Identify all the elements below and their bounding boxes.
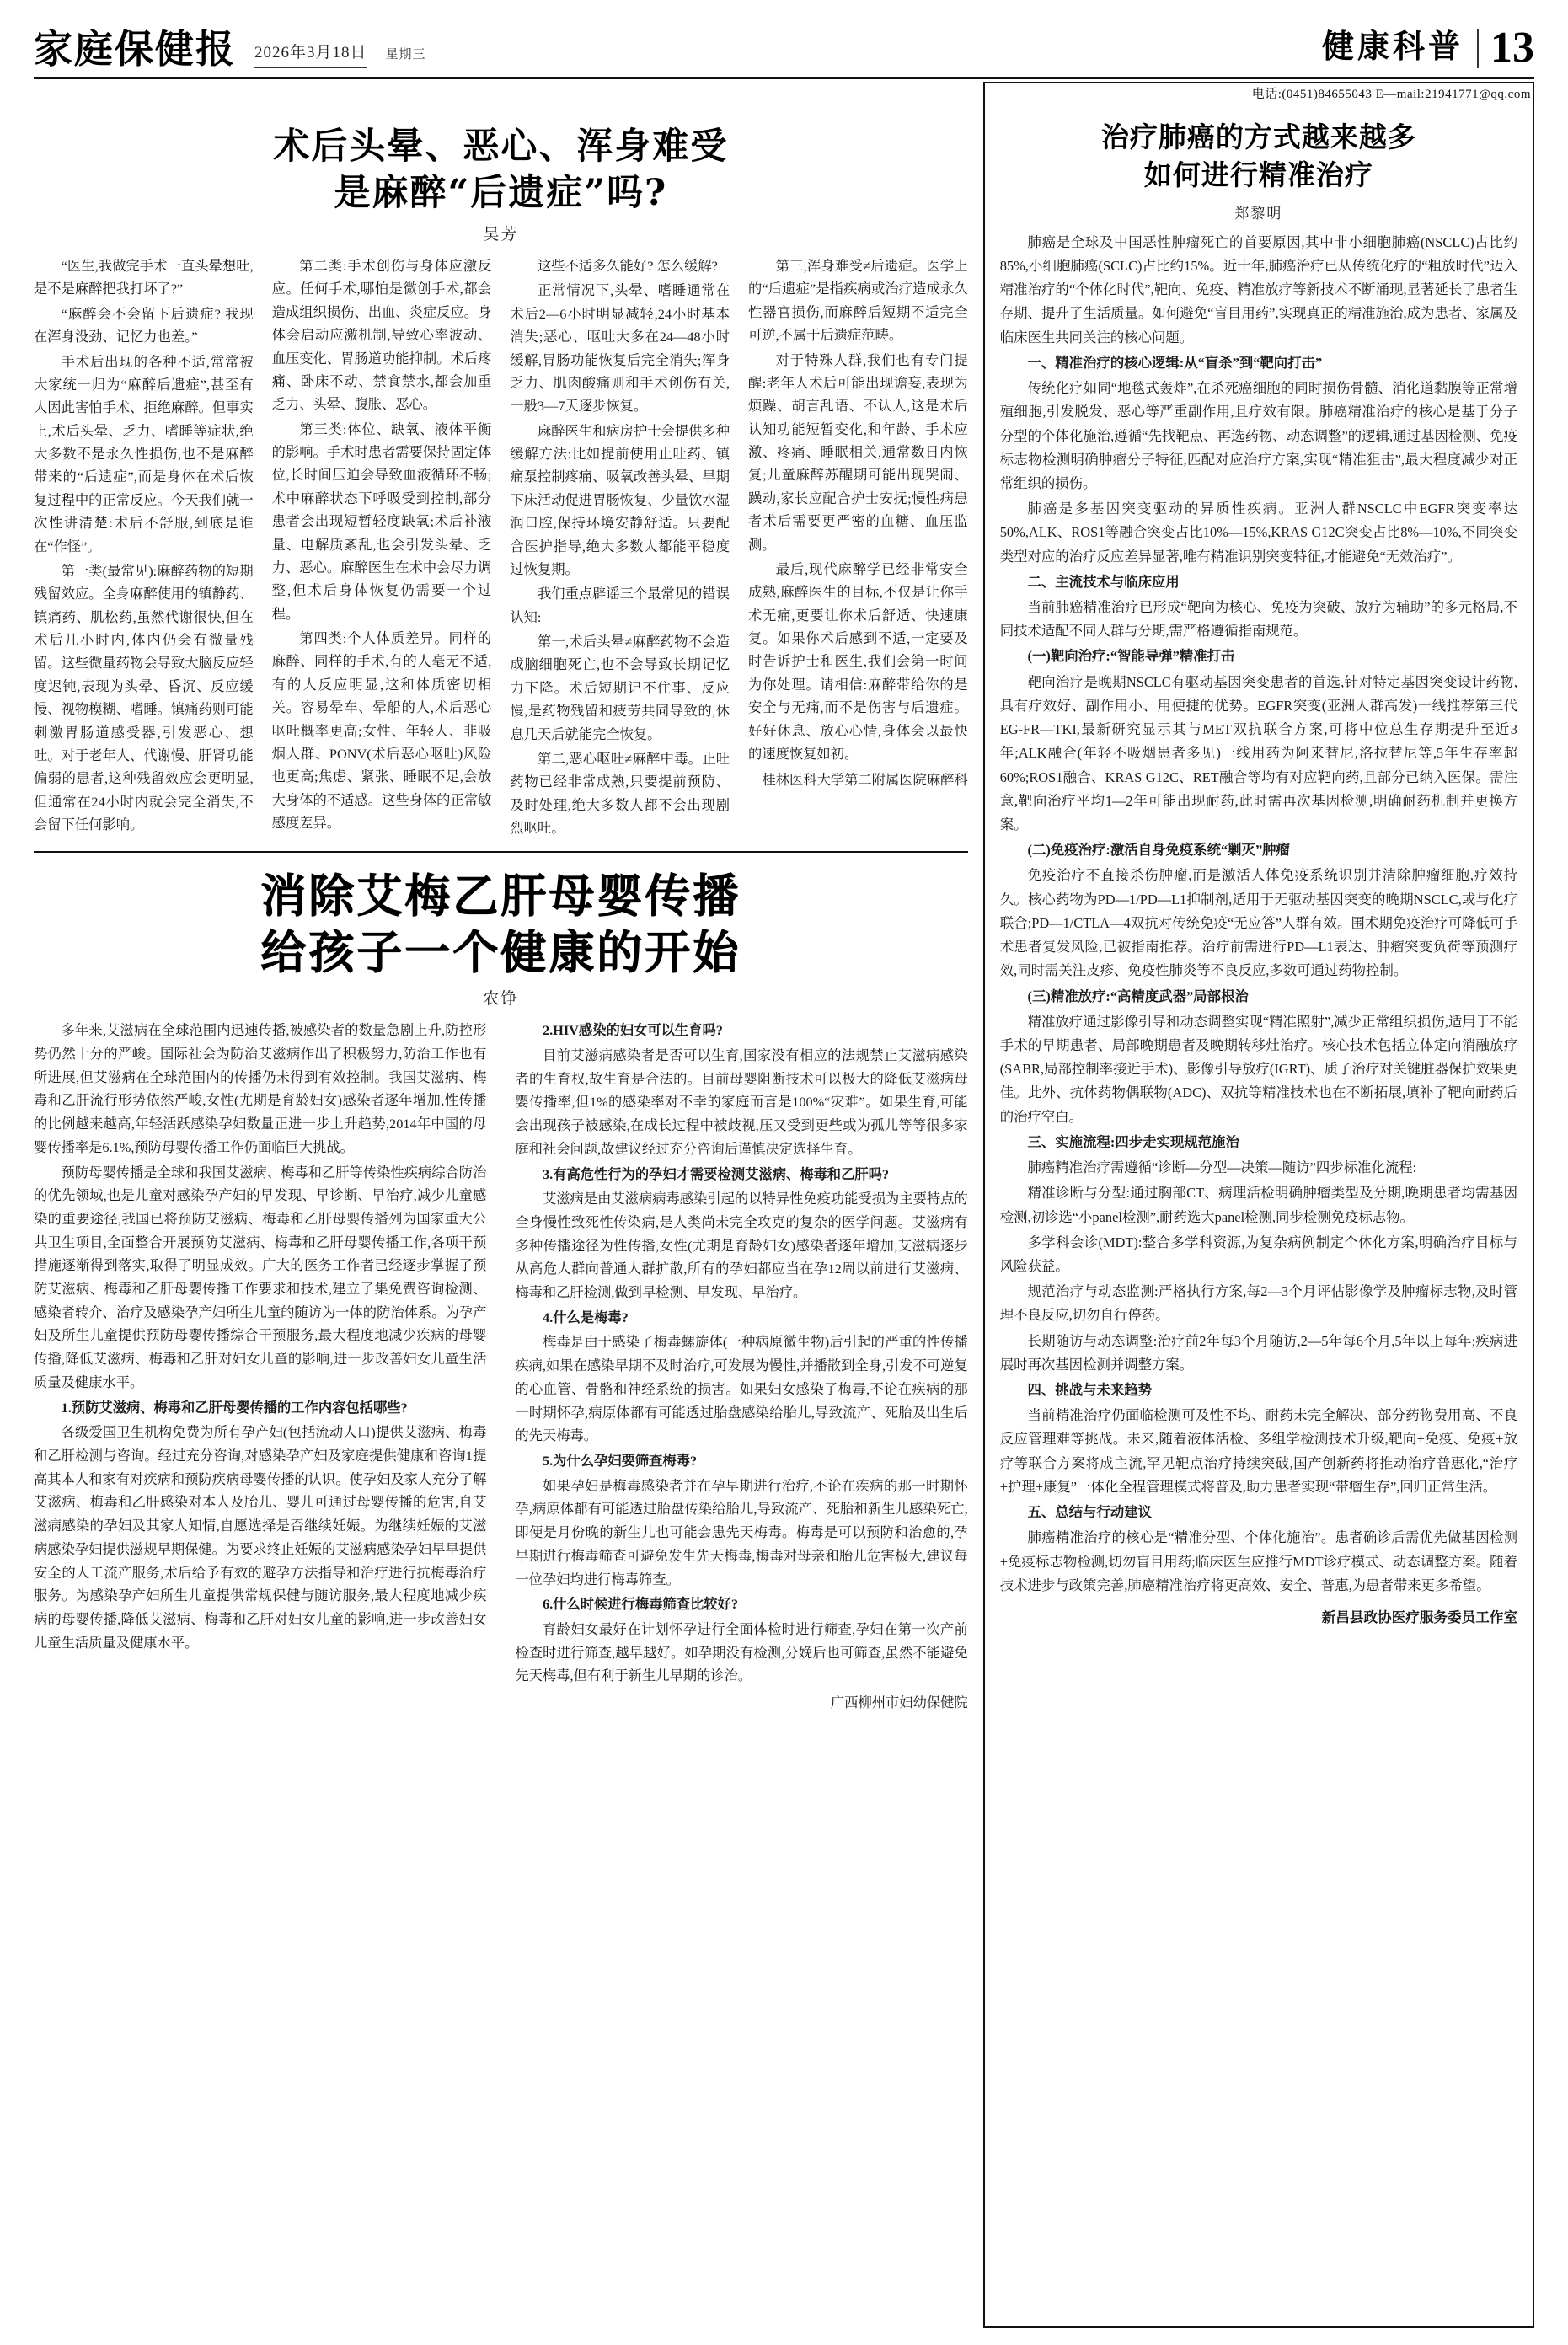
article1-para: 第一,术后头晕≠麻醉药物不会造成脑细胞死亡,也不会导致长期记忆力下降。术后短期记不住事、反应慢,是药物残留和疲劳共同导致的,休息几天后就能完全恢复。 [510, 634, 730, 742]
article3-subsection-heading: (一)靶向治疗:“智能导弹”精准打击 [1027, 648, 1235, 665]
article1-para: 对于特殊人群,我们也有专门提醒:老年人术后可能出现谵妄,表现为烦躁、胡言乱语、不认人,这是术后认知功能短暂变化,和年龄、手术应激、疼痛、睡眠相关,通常数日内恢复;儿童麻醉苏醒期可能出现哭闹、躁动,家长应配合护士安抚;慢性病患者术后需要更严密的血糖、血压监测。 [748, 351, 968, 553]
masthead-left [34, 26, 426, 72]
article3-para: 肺癌是全球及中国恶性肿瘤死亡的首要原因,其中非小细胞肺癌(NSCLC)占比约85%,小细胞肺癌(SCLC)占比约15%。近十年,肺癌治疗已从传统化疗的“粗放时代”迈入精准治疗的“个体化时代”,靶向、免疫、精准放疗等新技术不断涌现,显著延长了患者生存期、提升了生活质量。如何避免“盲目用药”,实现真正的精准施治,成为患者、家属及临床医生共同关注的核心问题。 [999, 233, 1517, 345]
article1-para: 第三类:体位、缺氧、液体平衡的影响。手术时患者需要保持固定体位,长时间压迫会导致血液循环不畅;术中麻醉状态下呼吸受到控制,部分患者会出现短暂轻度缺氧;术后补液量、电解质紊乱,也会引发头晕、乏力、恶心。麻醉医生在术中会尽力调整,但术后身体恢复仍需要一个过程。 [271, 420, 492, 622]
article3-para: 精准诊断与分型:通过胸部CT、病理活检明确肿瘤类型及分期,晚期患者均需基因检测,初诊选“小panel检测”,耐药选大panel检测,同步检测免疫标志物。 [999, 1185, 1517, 1225]
article1-headline-line1: 术后头晕、恶心、浑身难受 [273, 126, 729, 168]
article1-para: 手术后出现的各种不适,常常被大家统一归为“麻醉后遗症”,甚至有人因此害怕手术、拒绝麻醉。但事实上,术后头晕、乏力、嗜睡等症状,绝大多数不是永久性损伤,也不是麻醉带来的“后遗症”,而是身体在术后恢复过程中的正常反应。今天我们就一次性讲清楚:术后不舒服,到底是谁在“作怪”。 [34, 353, 254, 554]
article3-para: 靶向治疗是晚期NSCLC有驱动基因突变患者的首选,针对特定基因突变设计药物,具有疗效好、副作用小、用便捷的优势。EGFR突变(亚洲人群高发)一线推荐第三代EG-FR—TKI,最新研究显示其与MET双抗联合方案,可将中位总生存期提升至近3年;ALK融合(年轻不吸烟患者多见)一线用药为阿来替尼,洛拉替尼等,5年生存率超60%;ROS1融合、KRAS G12C、RET融合等均有对应靶向药,且部分已纳入医保。需注意,靶向治疗平均1—2年可能出现耐药,此时需再次基因检测,明确耐药机制并更换方案。 [999, 673, 1517, 833]
article3-body [1000, 231, 1517, 1630]
article2-subhead: 4.什么是梅毒? [542, 1309, 629, 1325]
article1-para: 我们重点辟谣三个最常见的错误认知: [510, 586, 730, 625]
paper-title: 家庭保健报 [34, 26, 236, 72]
article3-para: 规范治疗与动态监测:严格执行方案,每2—3个月评估影像学及肿瘤标志物,及时管理不良反应,切勿自行停药。 [999, 1283, 1517, 1324]
article1-para: 最后,现代麻醉学已经非常安全成熟,麻醉医生的目标,不仅是让你手术无痛,更要让你术后舒适、快速康复。如果你术后感到不适,一定要及时告诉护士和医生,我们会第一时间为你处理。请相信:麻醉带给你的是安全与无痛,而不是伤害与后遗症。好好休息、放心心情,身体会以最快的速度恢复如初。 [748, 560, 968, 762]
article1-para: “医生,我做完手术一直头晕想吐,是不是麻醉把我打坏了?” [34, 258, 254, 297]
contact-info: 电话:(0451)84655043 E—mail:21941771@qq.com [1251, 88, 1531, 101]
article1-para: 第一类(最常见):麻醉药物的短期残留效应。全身麻醉使用的镇静药、镇痛药、肌松药,虽然代谢很快,但在术后几小时内,体内仍会有微量残留。这些微量药物会导致大脑反应轻度迟钝,表现为头晕、昏沉、反应缓慢、视物模糊、嗜睡。镇痛药则可能刺激胃肠道感受器,引发恶心、想吐。对于老年人、代谢慢、肝肾功能偏弱的患者,这种残留效应会更明显,但通常在24小时内就会完全消失,不会留下任何影响。 [34, 562, 254, 833]
article3-section-heading: 二、主流技术与临床应用 [1027, 573, 1180, 590]
article1-para: “麻醉会不会留下后遗症? 我现在浑身没劲、记忆力也差。” [34, 305, 254, 345]
article2-para: 如果孕妇是梅毒感染者并在孕早期进行治疗,不论在疾病的那一时期怀孕,病原体都有可能透过胎盘传染给胎儿,导致流产、死胎和新生儿感染死亡,即便是月份晚的新生儿也可能会患先天梅毒。梅毒是可以预防和治愈的,孕早期进行梅毒筛查可避免发生先天梅毒,梅毒对母亲和胎儿危害极大,建议每一位孕妇均进行梅毒筛查。 [515, 1477, 968, 1587]
article2-subhead: 1.预防艾滋病、梅毒和乙肝母婴传播的工作内容包括哪些? [61, 1399, 408, 1416]
article3-section-heading: 一、精准治疗的核心逻辑:从“盲杀”到“靶向打击” [1027, 354, 1323, 371]
article3-headline [1000, 119, 1517, 195]
article3-section-heading: 五、总结与行动建议 [1027, 1504, 1153, 1521]
masthead [34, 20, 1534, 79]
left-zone [34, 110, 983, 2335]
article3-para: 长期随访与动态调整:治疗前2年每3个月随访,2—5年每6个月,5年以上每年;疾病进展时再次基因检测并调整方案。 [999, 1332, 1517, 1373]
article2-para: 育龄妇女最好在计划怀孕进行全面体检时进行筛查,孕妇在第一次产前检查时进行筛查,越早越好。如孕期没有检测,分娩后也可筛查,虽然不能避免先天梅毒,但有利于新生儿早期的诊治。 [515, 1620, 968, 1684]
article1-body [34, 254, 968, 839]
article2-para: 各级爱国卫生机构免费为所有孕产妇(包括流动人口)提供艾滋病、梅毒和乙肝检测与咨询。经过充分咨询,对感染孕产妇及家庭提供健康和咨询1提高其本人和家有对疾病和预防疾病母婴传播的认识。使孕妇及家人充分了解艾滋病、梅毒和乙肝感染对本人及胎儿、婴儿可通过母婴传播的危害,自艾滋病感染的孕妇及其家人知情,自愿选择是否继续妊娠。为继续妊娠的艾滋病感染孕妇提供滋规早期保健。为要求终止妊娠的艾滋病感染孕妇早早提供安全的人工流产服务,术后给予有效的避孕方法指导和治疗进行抗梅毒治疗服务。为感染孕产妇所生儿童提供常规保健与随访服务,最大程度地减少疾病的母婴传播,降低艾滋病、梅毒和乙肝对妇女儿童的影响,进一步改善妇女儿童生活质量及健康水平。 [34, 1424, 487, 1651]
article3-para: 免疫治疗不直接杀伤肿瘤,而是激活人体免疫系统识别并清除肿瘤细胞,疗效持久。核心药物为PD—1/PD—L1抑制剂,适用于无驱动基因突变的晚期NSCLC,或与化疗联合;PD—1/CTLA—4双抗对传统免疫“无应答”人群有效。围术期免疫治疗可降低可手术患者复发风险,已被指南推荐。治疗前需进行PD—L1表达、肿瘤突变负荷等预测疗效,同时需关注皮疹、免疫性肺炎等不良反应,多数可通过药物控制。 [999, 867, 1517, 979]
article2-para: 多年来,艾滋病在全球范围内迅速传播,被感染者的数量急剧上升,防控形势仍然十分的严峻。国际社会为防治艾滋病作出了积极努力,防治工作也有所进展,但艾滋病在全球范围内的传播仍未得到有效控制。我国艾滋病、梅毒和乙肝流行形势依然严峻,女性(尤期是育龄妇女)感染者逐年增加,性传播的比例越来越高,年轻活跃感染孕妇数量正进一步上升趋势,2014年中国的母婴传播率是6.1%,预防母婴传播工作仍面临巨大挑战。 [34, 1022, 487, 1155]
article2-subhead: 2.HIV感染的妇女可以生育吗? [542, 1022, 723, 1039]
masthead-right [1321, 20, 1534, 72]
article2-subhead: 6.什么时候进行梅毒筛查比较好? [542, 1596, 738, 1613]
article1-headline-line2: 是麻醉“后遗症”吗? [334, 172, 668, 215]
article2-subhead: 5.为什么孕妇要筛查梅毒? [542, 1453, 698, 1469]
article-mtct [34, 868, 968, 1714]
article-divider [34, 851, 968, 853]
article1-para: 这些不适多久能好? 怎么缓解? [537, 258, 718, 275]
article-anesthesia [34, 124, 968, 839]
article3-section-heading: 三、实施流程:四步走实现规范施治 [1027, 1133, 1239, 1150]
article3-headline-line1: 治疗肺癌的方式越来越多 [1100, 120, 1416, 153]
article1-signature: 桂林医科大学第二附属医院麻醉科 [762, 772, 968, 789]
article1-para: 第二,恶心呕吐≠麻醉中毒。止吐药物已经非常成熟,只要提前预防、及时处理,绝大多数人都不会出现剧烈呕吐。 [510, 750, 730, 837]
article3-subsection-heading: (二)免疫治疗:激活自身免疫系统“剿灭”肿瘤 [1027, 842, 1290, 859]
article2-headline-line2: 给孩子一个健康的开始 [260, 925, 741, 980]
article3-para: 肺癌精准治疗的核心是“精准分型、个体化施治”。患者确诊后需优先做基因检测+免疫标志物检测,切勿盲目用药;临床医生应推行MDT诊疗模式、动态调整方案。随着技术进步与政策完善,肺癌精准治疗将更高效、安全、普惠,为患者带来更多希望。 [999, 1529, 1517, 1593]
article1-para: 第三,浑身难受≠后遗症。医学上的“后遗症”是指疾病或治疗造成永久性器官损伤,而麻醉后短期不适完全可逆,不属于后遗症范畴。 [748, 258, 968, 344]
body-grid [34, 110, 1534, 2335]
issue-weekday: 星期三 [385, 48, 426, 62]
article2-signature: 广西柳州市妇幼保健院 [830, 1695, 968, 1711]
article2-para: 目前艾滋病感染者是否可以生育,国家没有相应的法规禁止艾滋病感染者的生育权,故生育是合法的。目前母婴阻断技术可以极大的降低艾滋病母婴传播率,但1%的感染率对不幸的家庭而言是100%“灾难”。如果生育,可能会出现孩子被感染,在成长过程中被歧视,压又受到更些或为孤儿等等很多家庭和社会问题,故建议经过充分咨询后谨慎决定选择生育。 [515, 1047, 968, 1157]
article3-byline: 郑黎明 [1234, 205, 1283, 222]
article2-subhead: 3.有高危性行为的孕妇才需要检测艾滋病、梅毒和乙肝吗? [542, 1165, 890, 1182]
right-boxed-article [983, 82, 1534, 2328]
article1-headline [34, 124, 968, 217]
article3-para: 当前肺癌精准治疗已形成“靶向为核心、免疫为突破、放疗为辅助”的多元格局,不同技术适配不同人群与分期,需严格遵循指南规范。 [999, 599, 1517, 640]
article3-para: 传统化疗如同“地毯式轰炸”,在杀死癌细胞的同时损伤骨髓、消化道黏膜等正常增殖细胞,引发脱发、恶心等严重副作用,且疗效有限。肺癌精准治疗的核心是基于分子分型的个体化施治,遵循“先找靶点、再选药物、动态调整”的逻辑,通过基因检测、免疫标志物检测明确肿瘤分子特征,匹配对应治疗方案,实现“精准狙击”,最大程度减少对正常组织的损伤。 [999, 380, 1517, 491]
issue-date: 2026年3月18日 [254, 40, 367, 68]
article2-headline-line1: 消除艾梅乙肝母婴传播 [260, 869, 741, 924]
article3-para: 肺癌精准治疗需遵循“诊断—分型—决策—随访”四步标准化流程: [1027, 1159, 1417, 1176]
section-title: 健康科普 [1321, 27, 1464, 65]
article1-para: 正常情况下,头晕、嗜睡通常在术后2—6小时明显减轻,24小时基本消失;恶心、呕吐大多在24—48小时缓解,胃肠功能恢复后完全消失;浑身乏力、肌肉酸痛则和手术创伤有关,一般3—7天逐步恢复。 [510, 282, 730, 415]
article2-body [34, 1019, 968, 1714]
article1-para: 第二类:手术创伤与身体应激反应。任何手术,哪怕是微创手术,都会造成组织损伤、出血、炎症反应。身体会启动应激机制,导致心率波动、血压变化、胃肠道功能抑制。术后疼痛、卧床不动、禁食禁水,都会加重乏力、头晕、腹胀、恶心。 [271, 258, 492, 413]
article1-byline: 吴芳 [483, 226, 519, 244]
article3-para: 多学科会诊(MDT):整合多学科资源,为复杂病例制定个体化方案,明确治疗目标与风险获益。 [999, 1234, 1517, 1274]
article3-headline-line2: 如何进行精准治疗 [1143, 158, 1373, 191]
article3-para: 精准放疗通过影像引导和动态调整实现“精准照射”,减少正常组织损伤,适用于不能手术的早期患者、局部晚期患者及晚期转移灶治疗。核心技术包括立体定向消融放疗(SABR,局部控制率接近手术)、影像引导放疗(IGRT)、质子治疗对关键脏器保护效果更佳。此外、抗体药物偶联物(ADC)、双抗等精准技术也在不断拓展,填补了靶向耐药后的治疗空白。 [999, 1013, 1517, 1125]
article3-subsection-heading: (三)精准放疗:“高精度武器”局部根治 [1027, 988, 1249, 1004]
article2-headline [34, 868, 968, 981]
article1-para: 麻醉医生和病房护士会提供多种缓解方法:比如提前使用止吐药、镇痛泵控制疼痛、吸氧改善头晕、早期下床活动促进胃肠恢复、少量饮水湿润口腔,保持环境安静舒适。只要配合医护指导,绝大多数人都能平稳度过恢复期。 [510, 422, 730, 577]
article1-para: 第四类:个人体质差异。同样的麻醉、同样的手术,有的人毫无不适,有的人反应明显,这和体质密切相关。容易晕车、晕船的人,术后恶心呕吐概率更高;女性、年轻人、非吸烟人群、PONV(术后恶心呕吐)风险也更高;焦虑、紧张、睡眠不足,会放大身体的不适感。这些身体的正常敏感度差异。 [271, 630, 492, 832]
article3-section-heading: 四、挑战与未来趋势 [1027, 1382, 1153, 1399]
article3-para: 肺癌是多基因突变驱动的异质性疾病。亚洲人群NSCLC中EGFR突变率达50%,ALK、ROS1等融合突变占比10%—15%,KRAS G12C突变占比8%—10%,不同突变类型对应的治疗反应差异显著,唯有精准识别突变特征,才能避免“无效治疗”。 [999, 501, 1517, 565]
article3-para: 当前精准治疗仍面临检测可及性不均、耐药未完全解决、部分药物费用高、不良反应管理难等挑战。未来,随着液体活检、多组学检测技术升级,靶向+免疫、免疫+放疗等联合方案将成主流,罕见靶点治疗持续突破,国产创新药将推动治疗普惠化,“治疗+护理+康复”一体化全程管理模式将普及,助力患者实现“带瘤生存”,回归正常生活。 [999, 1407, 1517, 1495]
page-number: 13 [1477, 29, 1534, 68]
article2-para: 梅毒是由于感染了梅毒螺旋体(一种病原微生物)后引起的严重的性传播疾病,如果在感染早期不及时治疗,可发展为慢性,并播散到全身,引发不可逆复的心血管、骨骼和神经系统的损害。如果妇女感染了梅毒,不论在疾病的那一时期怀孕,病原体都有可能透过胎盘感染给胎儿,导致流产、死胎及出生后的先天梅毒。 [515, 1334, 968, 1444]
article3-signature: 新昌县政协医疗服务委员工作室 [1321, 1609, 1517, 1625]
article2-para: 艾滋病是由艾滋病病毒感染引起的以特异性免疫功能受损为主要特点的全身慢性致死性传染病,是人类尚未完全攻克的复杂的医学问题。艾滋病有多种传播途径为性传播,女性(尤期是育龄妇女)感染者逐年增加,艾滋病逐步从高危人群向普通人群扩散,所有的孕妇都应当在孕12周以前进行艾滋病、梅毒和乙肝检测,做到早检测、早发现、早治疗。 [515, 1191, 968, 1301]
article2-para: 预防母婴传播是全球和我国艾滋病、梅毒和乙肝等传染性疾病综合防治的优先领域,也是儿童对感染孕产妇的早发现、早诊断、早治疗,减少儿童感染的重要途径,我国已将预防艾滋病、梅毒和乙肝母婴传播列为国家重大公共卫生项目,全面整合开展预防艾滋病、梅毒和乙肝母婴传播工作,各项干预措施逐渐得到落实,取得了明显成效。广大的医务工作者已经逐步掌握了预防艾滋病、梅毒和乙肝母婴传播工作要求和技术,建立了集免费咨询检测、感染者转介、治疗及感染孕产妇所生儿童的随访为一体的防治体系。为孕产妇及所生儿童提供预防母婴传播综合干预服务,最大程度地减少疾病的母婴传播,降低艾滋病、梅毒和乙肝对妇女儿童的影响,进一步改善妇女儿童生活质量及健康水平。 [34, 1164, 487, 1390]
article2-byline: 农铮 [483, 990, 519, 1009]
